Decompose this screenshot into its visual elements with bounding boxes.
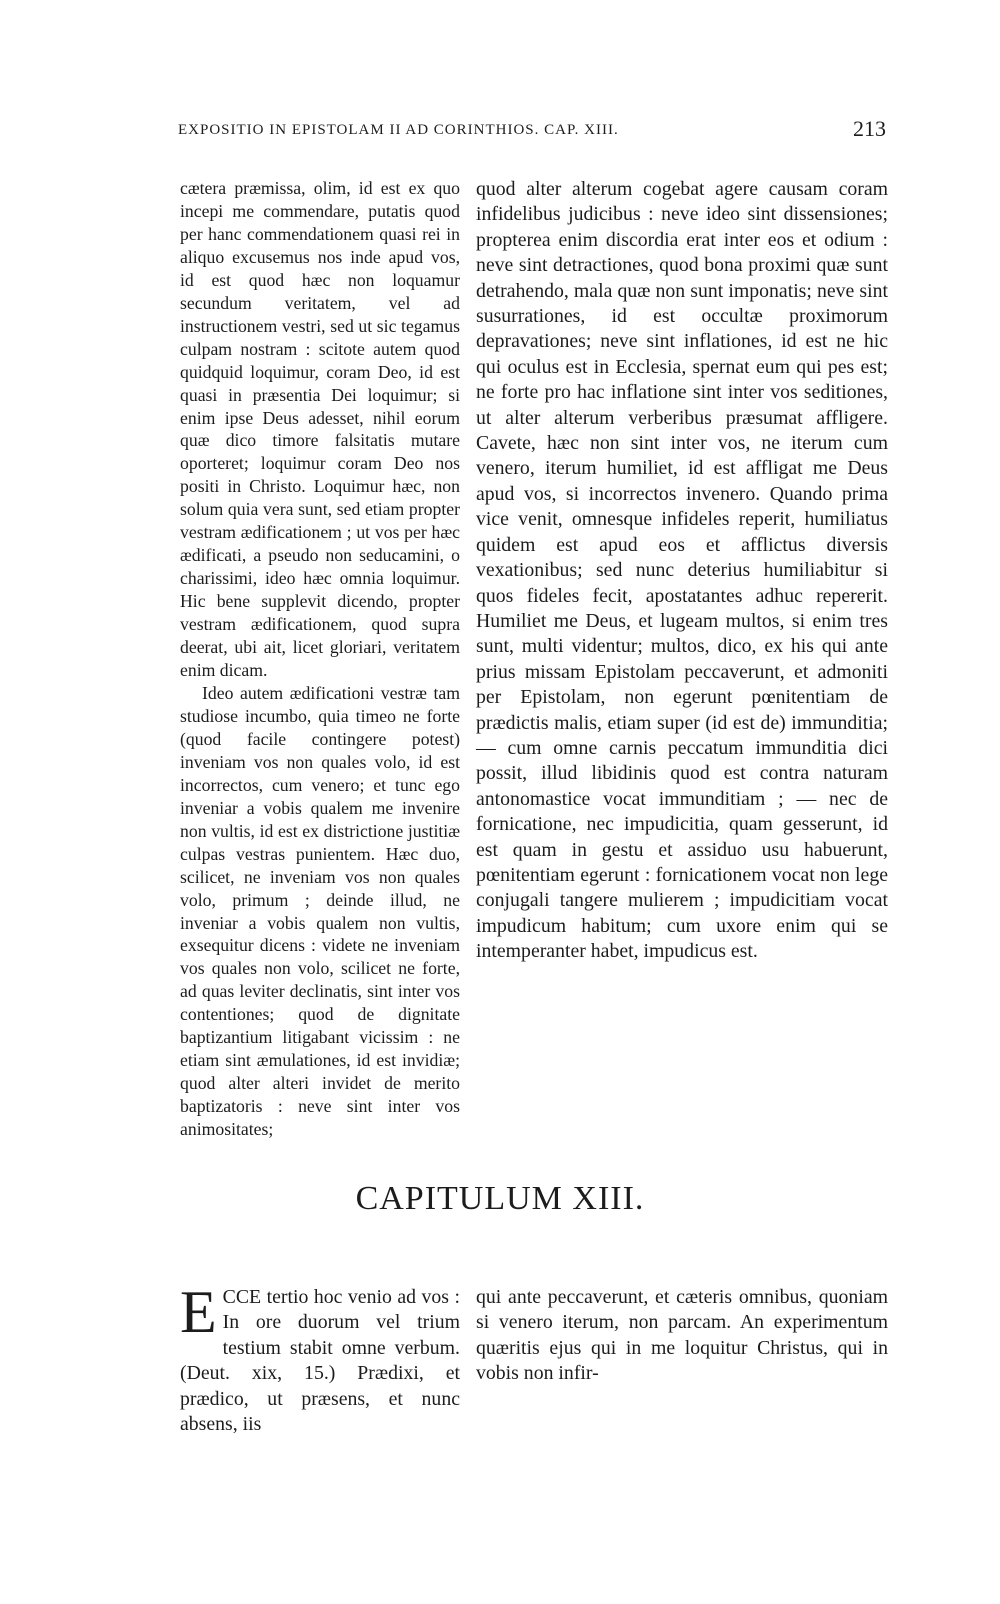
right-column-top	[476, 177, 888, 965]
page-header	[148, 116, 886, 146]
left-column-top	[180, 177, 460, 1141]
drop-cap: E	[180, 1279, 217, 1345]
chapter-continuation-text: qui ante peccaverunt, et cæteris omnibus, quoniam si venero iterum, non parcam. An experimentum quæritis ejus qui in me loquitur Christus, qui in vobis non infir-	[476, 1286, 888, 1385]
left-column-bottom	[180, 1279, 460, 1437]
left-paragraph-1: cætera præmissa, olim, id est ex quo incepi me commendare, putatis quod per hanc commendationem quasi rei in aliquo excusemus nos inde apud vos, id est quod hæc non loquamur secundum veritatem, vel ad instructionem vestri, sed ut sic tegamus culpam nostram : scitote autem quod quidquid loquimur, coram Deo, id est quasi in præsentia Dei loquimur; si enim ipse Deus adesset, nihil eorum quæ dico timore falsitatis mutare oporteret; loquimur coram Deo nos positi in Christo. Loquimur hæc, non solum quia vera sunt, sed etiam propter vestram ædificationem ; ut vos per hæc ædificati, a pseudo non seducamini, o charissimi, ideo hæc omnia loquimur. Hic bene supplevit dicendo, propter vestram ædificationem, quod supra deerat, ubi ait, licet gloriari, veritatem enim dicam.	[180, 178, 460, 681]
left-paragraph-2: Ideo autem ædificationi vestræ tam studiose incumbo, quia timeo ne forte (quod facile contingere potest) inveniam vos non quales volo, id est incorrectos, cum venero; et tunc ego inveniar a vobis qualem me invenire non vultis, id est ex districtione justitiæ culpas vestras punientem. Hæc duo, scilicet, ne inveniam vos non quales volo, primum ; deinde illud, ne inveniar a vobis qualem non vultis, exsequitur dicens : videte ne inveniam vos quales non volo, scilicet ne forte, ad quas leviter declinatis, sint inter vos contentiones; quod de dignitate baptizantium litigabant vicissim : ne etiam sint æmulationes, id est invidiæ; quod alter alteri invidet de merito baptizatoris : neve sint inter vos animositates;	[180, 682, 460, 1140]
page-number: 213	[853, 116, 886, 141]
chapter-opening-text: CCE tertio hoc venio ad vos : In ore duorum vel trium testium stabit omne verbum. (Deut. xix, 15.) Prædixi, et prædico, ut præsens, et nunc absens, iis	[180, 1286, 460, 1436]
chapter-title: CAPITULUM XIII.	[355, 1180, 645, 1217]
chapter-opening-paragraph	[180, 1279, 460, 1437]
right-paragraph-1: quod alter alterum cogebat agere causam coram infidelibus judicibus : neve ideo sint dissensiones; propterea enim discordia erat inter eos et odium : neve sint detractiones, quod bona proximi quæ sunt detrahendo, mala quæ non sunt imponatis; neve sint susurrationes, id est occultæ proximorum depravationes; neve sint inflationes, id est ne hic qui oculus est in Ecclesia, spernat eum qui pes est; ne forte pro hac inflatione sint inter vos seditiones, ut alter alterum verberibus præsumat affligere. Cavete, hæc non sint inter vos, ne iterum cum venero, iterum humiliet, id est affligat me Deus apud vos, si incorrectos invenero. Quando prima vice venit, omnesque infideles reperit, humiliatus quidem est apud eos et afflictus diversis vexationibus; sed nunc deterius humiliabitur si quos fideles fecit, apostatantes adhuc repererit. Humiliet me Deus, et lugeam multos, si enim tres sunt, multi videntur; multos, dico, ex his qui ante prius missam Epistolam peccaverunt, et admoniti per Epistolam, non egerunt pœnitentiam de prædictis malis, etiam super (id est de) immunditia; — cum omne carnis peccatum immunditia dici possit, illud libidinis quod est contra naturam antonomastice vocat immunditiam ; — nec de fornicatione, nec impudicitia, quam gesserunt, id est quam in gestu et assiduo usu habuerunt, pœnitentiam egerunt : fornicationem vocat non lege conjugali tangere mulierem ; impudicitiam vocat impudicum habitum; cum uxore enim qui se intemperanter habet, impudicus est.	[476, 178, 888, 963]
running-title: EXPOSITIO IN EPISTOLAM II AD CORINTHIOS. CAP. XIII.	[178, 122, 619, 138]
right-column-bottom	[476, 1285, 888, 1387]
